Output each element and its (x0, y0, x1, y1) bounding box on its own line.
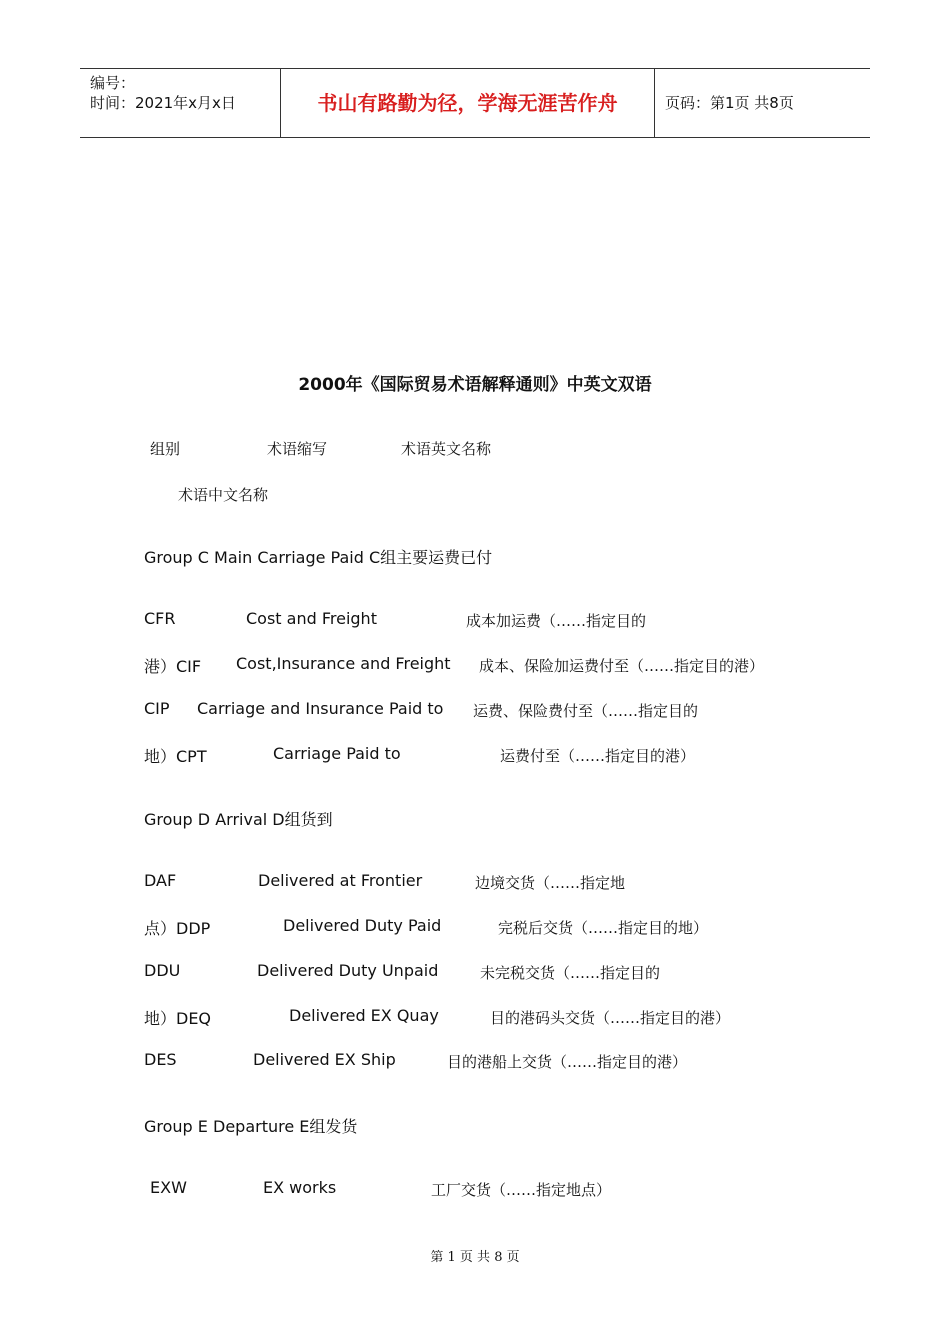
column-english: 术语英文名称 (401, 440, 492, 458)
header-motto: 书山有路勤为径，学海无涯苦作舟 (281, 69, 655, 137)
header-page-info: 页码：第1页 共8页 (665, 94, 794, 112)
ddp-english: Delivered Duty Paid (283, 916, 442, 935)
group-c-heading: Group C Main Carriage Paid C组主要运费已付 (144, 548, 493, 567)
cip-chinese: 运费、保险费付至（……指定目的 (473, 702, 699, 720)
cif-english: Cost,Insurance and Freight (236, 654, 451, 673)
cif-chinese: 成本、保险加运费付至（……指定目的港） (479, 657, 765, 675)
cpt-prefix: 地）CPT (144, 747, 207, 766)
deq-prefix: 地）DEQ (144, 1009, 212, 1028)
des-abbr: DES (144, 1050, 177, 1069)
deq-chinese: 目的港码头交货（……指定目的港） (490, 1009, 731, 1027)
column-group: 组别 (150, 440, 181, 458)
number-label: 编号： (90, 74, 136, 92)
ddp-chinese: 完税后交货（……指定目的地） (498, 919, 709, 937)
group-e-heading: Group E Departure E组发货 (144, 1117, 358, 1136)
des-chinese: 目的港船上交货（……指定目的港） (447, 1053, 688, 1071)
daf-chinese: 边境交货（……指定地 (475, 874, 626, 892)
cip-abbr: CIP (144, 699, 170, 718)
page-header (80, 68, 870, 138)
cpt-english: Carriage Paid to (273, 744, 401, 763)
exw-abbr: EXW (150, 1178, 187, 1197)
group-d-heading: Group D Arrival D组货到 (144, 810, 333, 829)
daf-abbr: DAF (144, 871, 177, 890)
ddu-abbr: DDU (144, 961, 181, 980)
ddu-english: Delivered Duty Unpaid (257, 961, 439, 980)
exw-english: EX works (263, 1178, 337, 1197)
daf-english: Delivered at Frontier (258, 871, 423, 890)
cif-prefix: 港）CIF (144, 657, 202, 676)
exw-chinese: 工厂交货（……指定地点） (431, 1181, 612, 1199)
des-english: Delivered EX Ship (253, 1050, 396, 1069)
cpt-chinese: 运费付至（……指定目的港） (500, 747, 696, 765)
ddp-prefix: 点）DDP (144, 919, 211, 938)
document-title: 2000年《国际贸易术语解释通则》中英文双语 (298, 375, 652, 395)
page-footer: 第 1 页 共 8 页 (430, 1250, 520, 1265)
header-meta (80, 69, 281, 137)
deq-english: Delivered EX Quay (289, 1006, 439, 1025)
cfr-abbr: CFR (144, 609, 176, 628)
cfr-english: Cost and Freight (246, 609, 377, 628)
column-abbr: 术语缩写 (267, 440, 328, 458)
cip-english: Carriage and Insurance Paid to (197, 699, 444, 718)
column-chinese: 术语中文名称 (178, 486, 269, 504)
cfr-chinese: 成本加运费（……指定目的 (466, 612, 647, 630)
time-label: 时间：2021年x月x日 (90, 94, 236, 112)
ddu-chinese: 未完税交货（……指定目的 (480, 964, 661, 982)
